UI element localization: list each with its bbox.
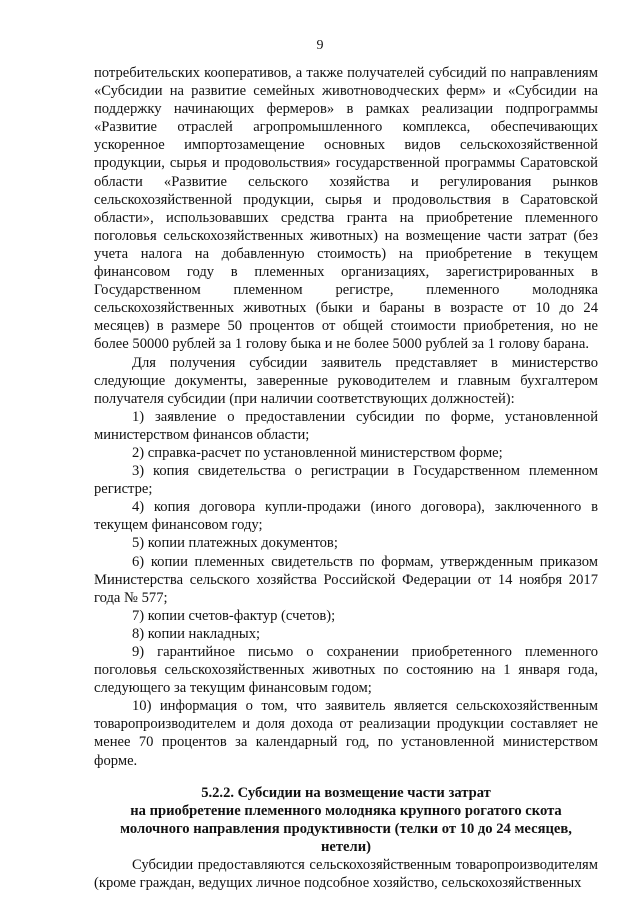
documents-intro-paragraph: Для получения субсидии заявитель представляет в министерство следующие документы, заверенные руководителем и главным бухгалтером получателя субсидии (при наличии соответствующих должностей):	[94, 354, 598, 407]
list-item: 6) копии племенных свидетельств по формам, утвержденным приказом Министерства сельского хозяйства Российской Федерации от 14 ноября 2017 года № 577;	[94, 553, 598, 606]
list-item: 9) гарантийное письмо о сохранении приобретенного племенного поголовья сельскохозяйственных животных по состоянию на 1 января года, следующего за текущим финансовым годом;	[94, 644, 598, 697]
list-item: 4) копия договора купли-продажи (иного договора), заключенного в текущем финансовом году;	[94, 499, 598, 534]
intro-paragraph: потребительских кооперативов, а также получателей субсидий по направлениям «Субсидии на развитие семейных животноводческих ферм» и «Субсидии на поддержку начинающих фермеров» в рамках реализации подпрограммы «Развитие отраслей агропромышленного комплекса, обеспечивающих ускоренное импортозамещение основных видов сельскохозяйственной продукции, сырья и продовольствия» государственной программы Саратовской области «Развитие сельского хозяйства и регулирования рынков сельскохозяйственной продукции, сырья и продовольствия в Саратовской области», использовавших средства гранта на приобретение племенного поголовья сельскохозяйственных животных) на возмещение части затрат (без учета налога на добавленную стоимость) на приобретение в текущем финансовом году в племенных организациях, зарегистрированных в Государственном племенном регистре, племенного молодняка сельскохозяйственных животных (быки и бараны в возрасте от 10 до 24 месяцев) в размере 50 процентов от общей стоимости приобретения, но не более 50000 рублей за 1 голову быка и не более 5000 рублей за 1 голову барана.	[94, 65, 598, 353]
section-heading-line: 5.2.2. Субсидии на возмещение части затрат	[201, 784, 491, 801]
section-paragraph: Субсидии предоставляются сельскохозяйственным товаропроизводителям (кроме граждан, ведущих личное подсобное хозяйство, сельскохозяйственных	[94, 857, 598, 892]
section-heading-line: молочного направления продуктивности (телки от 10 до 24 месяцев, нетели)	[120, 820, 572, 855]
section-heading-line: на приобретение племенного молодняка крупного рогатого скота	[130, 802, 562, 819]
list-item: 5) копии платежных документов;	[132, 535, 338, 552]
list-item: 10) информация о том, что заявитель является сельскохозяйственным товаропроизводителем и доля дохода от реализации продукции составляет не менее 70 процентов за календарный год, по установленной министерством форме.	[94, 698, 598, 769]
section-heading	[94, 784, 598, 856]
list-item: 1) заявление о предоставлении субсидии по форме, установленной министерством финансов области;	[94, 408, 598, 443]
list-item: 3) копия свидетельства о регистрации в Государственном племенном регистре;	[94, 463, 598, 498]
list-item: 8) копии накладных;	[132, 625, 261, 642]
page-number: 9	[316, 38, 324, 53]
list-item: 7) копии счетов-фактур (счетов);	[132, 607, 336, 624]
document-body	[94, 64, 598, 892]
list-item: 2) справка-расчет по установленной министерством форме;	[132, 444, 503, 461]
